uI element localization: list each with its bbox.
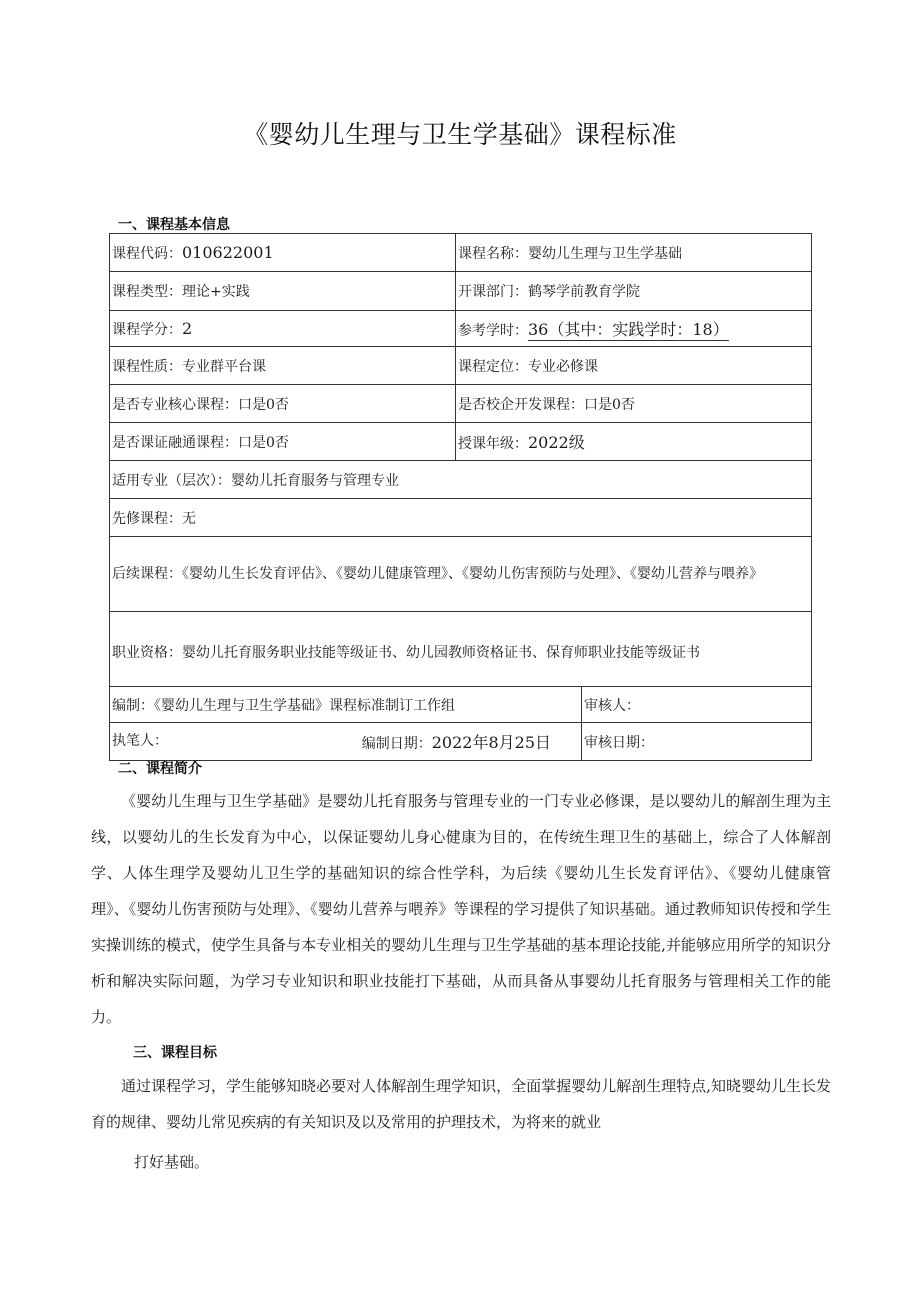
table-row	[110, 311, 812, 347]
follow-up-cell: 后续课程：《婴幼儿生长发育评估》、《婴幼儿健康管理》、《婴幼儿伤害预防与处理》、《婴幼儿营养与喂养》	[110, 537, 812, 612]
prerequisite-cell: 先修课程：无	[110, 499, 812, 537]
hours-value: 36（其中：实践学时：18）	[528, 320, 729, 339]
course-code-cell	[110, 234, 456, 272]
reviewer-cell: 审核人：	[582, 687, 812, 723]
department-cell: 开课部门：鹤琴学前教育学院	[456, 272, 812, 311]
table-row	[110, 723, 812, 761]
review-date-cell: 审核日期：	[582, 723, 812, 761]
section-heading-basic-info: 一、课程基本信息	[118, 217, 230, 233]
nature-cell: 课程性质：专业群平台课	[110, 347, 456, 385]
intro-paragraph: 《婴幼儿生理与卫生学基础》是婴幼儿托育服务与管理专业的一门专业必修课，是以婴幼儿的解剖生理为主线，以婴幼儿的生长发育为中心，以保证婴幼儿身心健康为目的，在传统生理卫生的基础上，综合了人体解剖学、人体生理学及婴幼儿卫生学的基础知识的综合性学科，为后续《婴幼儿生长发育评估》、《婴幼儿健康管理》、《婴幼儿伤害预防与处理》、《婴幼儿营养与喂养》等课程的学习提供了知识基础。通过教师知识传授和学生实操训练的模式，使学生具备与本专业相关的婴幼儿生理与卫生学基础的基本理论技能,并能够应用所学的知识分析和解决实际问题，为学习专业知识和职业技能打下基础，从而具备从事婴幼儿托育服务与管理相关工作的能力。	[91, 792, 831, 1026]
table-row	[110, 499, 812, 537]
writer-cell	[110, 723, 582, 761]
compile-date-value: 2022年8月25日	[431, 733, 551, 752]
course-type-cell: 课程类型：理论+实践	[110, 272, 456, 311]
table-row	[110, 612, 812, 687]
cert-integration-cell: 是否课证融通课程：口是0否	[110, 423, 456, 461]
section-heading-intro: 二、课程简介	[118, 761, 202, 777]
course-info-table	[109, 233, 812, 761]
grade-value: 2022级	[528, 433, 585, 452]
table-row	[110, 234, 812, 272]
hours-label: 参考学时：	[458, 323, 528, 339]
grade-cell	[456, 423, 812, 461]
table-row	[110, 687, 812, 723]
compile-date	[362, 730, 551, 753]
table-row	[110, 537, 812, 612]
qualification-cell: 职业资格：婴幼儿托育服务职业技能等级证书、幼儿园教师资格证书、保育师职业技能等级证书	[110, 612, 812, 687]
compiler-cell: 编制：《婴幼儿生理与卫生学基础》课程标准制订工作组	[110, 687, 582, 723]
credits-label: 课程学分：	[112, 321, 182, 338]
major-cell: 适用专业（层次）：婴幼儿托育服务与管理专业	[110, 461, 812, 499]
core-course-cell: 是否专业核心课程：口是0否	[110, 385, 456, 423]
compile-date-label: 编制日期：	[361, 736, 432, 752]
school-enterprise-cell: 是否校企开发课程：口是0否	[456, 385, 812, 423]
writer-label: 执笔人：	[112, 733, 168, 749]
section-heading-goals: 三、课程目标	[133, 1045, 217, 1061]
hours-cell	[456, 311, 812, 347]
goals-paragraph-tail: 打好基础。	[134, 1153, 210, 1171]
goals-paragraph: 通过课程学习，学生能够知晓必要对人体解剖生理学知识，全面掌握婴幼儿解剖生理特点,知晓婴幼儿生长发育的规律、婴幼儿常见疾病的有关知识及以及常用的护理技术，为将来的就业	[91, 1077, 831, 1131]
grade-label: 授课年级：	[458, 436, 528, 452]
table-row	[110, 272, 812, 311]
course-name-cell: 课程名称：婴幼儿生理与卫生学基础	[456, 234, 812, 272]
credits-value: 2	[182, 318, 193, 338]
table-row	[110, 461, 812, 499]
table-row	[110, 385, 812, 423]
course-code-label: 课程代码：	[112, 245, 182, 262]
credits-cell	[110, 311, 456, 347]
document-title: 《婴幼儿生理与卫生学基础》课程标准	[243, 120, 677, 149]
table-row	[110, 347, 812, 385]
table-row	[110, 423, 812, 461]
positioning-cell: 课程定位：专业必修课	[456, 347, 812, 385]
course-code-value: 010622001	[182, 242, 274, 262]
